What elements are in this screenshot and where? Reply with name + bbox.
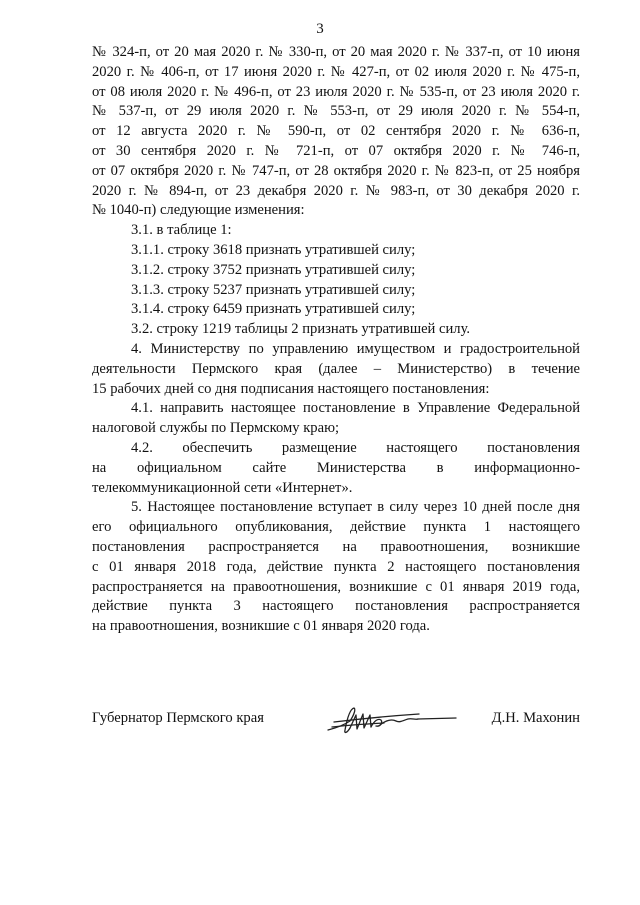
page-number: 3 [316, 21, 324, 37]
text-line: налоговой службы по Пермскому краю; [92, 420, 340, 437]
text-line: 4.2. обеспечить размещение настоящего постановления [131, 439, 580, 456]
text-line: 3.1.1. строку 3618 признать утратившей силу; [131, 241, 416, 258]
text-line: от 30 сентября 2020 г. № 721-п, от 07 октября 2020 г. № 746-п, [92, 142, 580, 159]
text-line: от 08 июля 2020 г. № 496-п, от 23 июля 2020 г. № 535-п, от 23 июля 2020 г. [92, 83, 580, 100]
text-line: на правоотношения, возникшие с 01 января 2020 года. [92, 618, 430, 635]
signatory-title: Губернатор Пермского края [92, 710, 264, 726]
text-line: телекоммуникационной сети «Интернет». [92, 479, 353, 496]
text-line: № 1040-п) следующие изменения: [92, 202, 305, 219]
text-line: 15 рабочих дней со дня подписания настоящего постановления: [92, 380, 490, 397]
text-line: его официального опубликования, действие пункта 1 настоящего [92, 519, 580, 536]
text-line: распространяется на правоотношения, возникшие с 01 января 2019 года, [92, 578, 580, 595]
text-line: 3.1.3. строку 5237 признать утратившей силу; [131, 281, 416, 298]
text-line: от 12 августа 2020 г. № 590-п, от 02 сентября 2020 г. № 636-п, [92, 123, 580, 140]
text-line: деятельности Пермского края (далее – Министерство) в течение [92, 360, 580, 377]
text-line: 4.1. направить настоящее постановление в Управление Федеральной [131, 400, 580, 417]
text-line: постановления распространяется на правоотношения, возникшие [92, 538, 580, 555]
text-line: с 01 января 2018 года, действие пункта 2 настоящего постановления [92, 558, 580, 575]
text-line: 3.1.4. строку 6459 признать утратившей силу; [131, 301, 416, 318]
text-line: от 07 октября 2020 г. № 747-п, от 28 октября 2020 г. № 823-п, от 25 ноября [92, 162, 580, 179]
text-line: действие пункта 3 настоящего постановления распространяется [92, 598, 580, 615]
text-line: 3.2. строку 1219 таблицы 2 признать утратившей силу. [131, 321, 471, 338]
signatory-name: Д.Н. Махонин [491, 710, 580, 726]
signature-block [92, 703, 580, 737]
text-line: 3.1.2. строку 3752 признать утратившей силу; [131, 261, 416, 278]
text-line: 5. Настоящее постановление вступает в силу через 10 дней после дня [131, 499, 580, 516]
handwritten-signature [314, 703, 464, 737]
text-line: 4. Министерству по управлению имуществом и градостроительной [131, 340, 580, 357]
text-line: 2020 г. № 894-п, от 23 декабря 2020 г. № 983-п, от 30 декабря 2020 г. [92, 182, 580, 199]
text-line: 2020 г. № 406-п, от 17 июня 2020 г. № 427-п, от 02 июля 2020 г. № 475-п, [92, 63, 580, 80]
text-line: на официальном сайте Министерства в информационно- [92, 459, 580, 476]
document-body [92, 43, 580, 637]
text-line: № 324-п, от 20 мая 2020 г. № 330-п, от 20 мая 2020 г. № 337-п, от 10 июня [92, 44, 580, 60]
text-line: 3.1. в таблице 1: [131, 222, 232, 239]
text-line: № 537-п, от 29 июля 2020 г. № 553-п, от 29 июля 2020 г. № 554-п, [92, 103, 580, 120]
